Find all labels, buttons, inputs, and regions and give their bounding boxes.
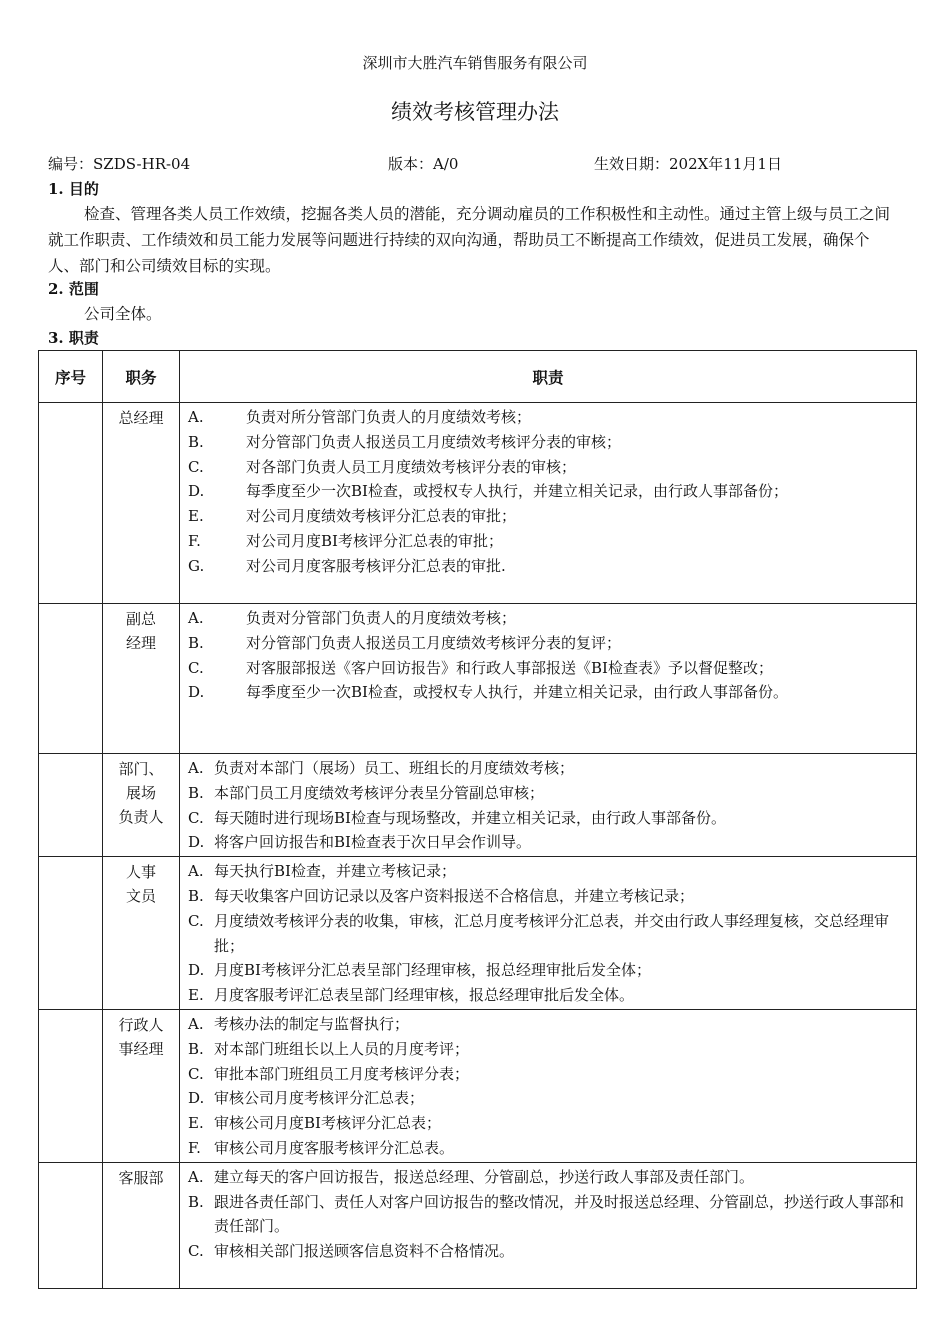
item-text: 建立每天的客户回访报告，报送总经理、分管副总，抄送行政人事部及责任部门。 xyxy=(214,1167,755,1186)
role-label: 人事 文员 xyxy=(125,863,156,906)
item-label: F. xyxy=(188,1138,201,1157)
table-row xyxy=(39,1009,917,1162)
role-label: 行政人 事经理 xyxy=(118,1015,164,1058)
column-header-duty: 职责 xyxy=(180,351,917,403)
column-header-role: 职务 xyxy=(103,351,180,403)
item-text: 每季度至少一次BI检查，或授权专人执行，并建立相关记录，由行政人事部备份。 xyxy=(246,683,788,702)
item-label: D. xyxy=(188,961,205,980)
role-cell xyxy=(103,1009,180,1162)
list-item xyxy=(188,1190,908,1240)
table-header-row xyxy=(39,351,917,403)
row-number-cell xyxy=(39,1162,103,1288)
item-text: 审核公司月度客服考核评分汇总表。 xyxy=(214,1138,455,1157)
role-label: 部门、 展场 负责人 xyxy=(118,760,164,826)
company-name: 深圳市大胜汽车销售服务有限公司 xyxy=(362,54,588,72)
list-item xyxy=(188,958,908,983)
item-label: E. xyxy=(188,986,204,1005)
table-row xyxy=(39,1162,917,1288)
list-item xyxy=(188,405,908,430)
item-label: B. xyxy=(188,633,204,652)
item-label: B. xyxy=(188,886,204,905)
item-text: 每天随时进行现场BI检查与现场整改，并建立相关记录，由行政人事部备份。 xyxy=(214,808,726,827)
list-item xyxy=(188,1165,908,1190)
item-text: 本部门员工月度绩效考核评分表呈分管副总审核； xyxy=(214,783,545,802)
item-text: 对客服部报送《客户回访报告》和行政人事部报送《BI检查表》予以督促整改； xyxy=(246,658,773,677)
row-number-cell xyxy=(39,403,103,604)
item-label: B. xyxy=(188,1039,204,1058)
list-item xyxy=(188,1062,908,1087)
document-meta xyxy=(48,153,908,175)
item-label: C. xyxy=(188,1242,204,1261)
list-item xyxy=(188,1086,908,1111)
document-title: 绩效考核管理办法 xyxy=(391,100,559,124)
list-item xyxy=(188,1012,908,1037)
row-number-cell xyxy=(39,1009,103,1162)
item-text: 负责对本部门（展场）员工、班组长的月度绩效考核； xyxy=(214,759,575,777)
role-label: 副总 经理 xyxy=(125,610,156,652)
role-cell xyxy=(103,403,180,604)
list-item xyxy=(188,909,908,959)
role-cell xyxy=(103,857,180,1010)
item-label: E. xyxy=(188,1114,204,1133)
doc-version: 版本：A/0 xyxy=(388,155,459,173)
list-item xyxy=(188,455,908,480)
list-item xyxy=(188,830,908,855)
role-cell xyxy=(103,604,180,754)
role-cell xyxy=(103,754,180,857)
item-text: 审批本部门班组员工月度考核评分表； xyxy=(214,1064,470,1083)
list-item xyxy=(188,1111,908,1136)
item-text: 对公司月度BI考核评分汇总表的审批； xyxy=(246,531,503,550)
row-number-cell xyxy=(39,754,103,857)
item-label: A. xyxy=(188,759,204,777)
item-text: 对公司月度绩效考核评分汇总表的审批； xyxy=(246,507,517,526)
role-label: 总经理 xyxy=(118,409,164,427)
list-item xyxy=(188,529,908,554)
item-text: 负责对所分管部门负责人的月度绩效考核； xyxy=(246,408,532,426)
item-text: 负责对分管部门负责人的月度绩效考核； xyxy=(246,609,517,627)
duty-items-cell xyxy=(180,604,917,754)
item-label: B. xyxy=(188,1192,204,1211)
list-item xyxy=(188,983,908,1008)
list-item xyxy=(188,859,908,884)
item-label: C. xyxy=(188,457,204,476)
item-label: C. xyxy=(188,658,204,677)
item-label: E. xyxy=(188,507,204,526)
purpose-text: 检查、管理各类人员工作效绩，挖掘各类人员的潜能，充分调动雇员的工作积极性和主动性。通过主管上级与员工之间就工作职责、工作绩效和员工能力发展等问题进行持续的双向沟通，帮助员工不断提高工作绩效，促进员工发展，确保个人、部门和公司绩效目标的实现。 xyxy=(48,205,891,275)
item-text: 月度客服考评汇总表呈部门经理审核，报总经理审批后发全体。 xyxy=(214,986,635,1005)
item-label: F. xyxy=(188,531,201,550)
list-item xyxy=(188,554,908,579)
item-label: C. xyxy=(188,1064,204,1083)
purpose-heading: 1. 目的 xyxy=(48,180,99,198)
duty-items-cell xyxy=(180,403,917,604)
list-item xyxy=(188,884,908,909)
role-cell xyxy=(103,1162,180,1288)
item-text: 月度绩效考核评分表的收集，审核，汇总月度考核评分汇总表，并交由行政人事经理复核，交总经理审批； xyxy=(214,911,890,955)
item-text: 对分管部门负责人报送员工月度绩效考核评分表的审核； xyxy=(246,432,622,451)
item-text: 每天执行BI检查，并建立考核记录； xyxy=(214,862,456,881)
item-text: 对公司月度客服考核评分汇总表的审批. xyxy=(246,556,506,575)
item-label: A. xyxy=(188,1014,204,1033)
list-item xyxy=(188,656,908,681)
list-item xyxy=(188,430,908,455)
item-text: 月度BI考核评分汇总表呈部门经理审核，报总经理审批后发全体； xyxy=(214,961,651,980)
item-label: A. xyxy=(188,862,204,881)
list-item xyxy=(188,781,908,806)
item-text: 对分管部门负责人报送员工月度绩效考核评分表的复评； xyxy=(246,633,622,652)
item-label: D. xyxy=(188,683,205,702)
item-text: 对本部门班组长以上人员的月度考评； xyxy=(214,1039,470,1058)
duties-heading: 3. 职责 xyxy=(48,329,99,347)
item-label: D. xyxy=(188,833,205,852)
item-label: A. xyxy=(188,1167,204,1186)
list-item xyxy=(188,680,908,705)
table-row xyxy=(39,754,917,857)
list-item xyxy=(188,504,908,529)
item-text: 对各部门负责人员工月度绩效考核评分表的审核； xyxy=(246,457,577,476)
list-item xyxy=(188,756,908,781)
duty-items-cell xyxy=(180,857,917,1010)
duty-items-cell xyxy=(180,754,917,857)
list-item xyxy=(188,1037,908,1062)
item-label: B. xyxy=(188,783,204,802)
item-label: D. xyxy=(188,1089,205,1108)
duties-table-body xyxy=(39,403,917,1289)
column-header-no: 序号 xyxy=(39,351,103,403)
item-text: 将客户回访报告和BI检查表于次日早会作训导。 xyxy=(214,833,531,852)
list-item xyxy=(188,1239,908,1264)
scope-text: 公司全体。 xyxy=(84,305,162,323)
item-text: 考核办法的制定与监督执行； xyxy=(214,1014,410,1033)
duty-items-cell xyxy=(180,1162,917,1288)
scope-heading: 2. 范围 xyxy=(48,280,99,298)
item-label: C. xyxy=(188,911,204,930)
item-text: 跟进各责任部门、责任人对客户回访报告的整改情况，并及时报送总经理、分管副总，抄送行政人事部和责任部门。 xyxy=(214,1192,905,1236)
item-text: 审核相关部门报送顾客信息资料不合格情况。 xyxy=(214,1242,515,1261)
list-item xyxy=(188,606,908,631)
row-number-cell xyxy=(39,604,103,754)
item-label: C. xyxy=(188,808,204,827)
table-row xyxy=(39,403,917,604)
list-item xyxy=(188,631,908,656)
item-label: A. xyxy=(188,408,204,426)
item-label: A. xyxy=(188,609,204,627)
list-item xyxy=(188,1136,908,1161)
item-label: B. xyxy=(188,432,204,451)
list-item xyxy=(188,806,908,831)
table-row xyxy=(39,604,917,754)
row-number-cell xyxy=(39,857,103,1010)
item-text: 每季度至少一次BI检查，或授权专人执行，并建立相关记录，由行政人事部备份； xyxy=(246,482,788,501)
item-label: G. xyxy=(188,556,205,575)
role-label: 客服部 xyxy=(118,1168,164,1187)
duties-table xyxy=(38,350,917,1289)
item-text: 每天收集客户回访记录以及客户资料报送不合格信息，并建立考核记录； xyxy=(214,886,695,905)
item-label: D. xyxy=(188,482,205,501)
item-text: 审核公司月度BI考核评分汇总表； xyxy=(214,1114,441,1133)
doc-number: 编号：SZDS-HR-04 xyxy=(48,155,191,173)
item-text: 审核公司月度考核评分汇总表； xyxy=(214,1089,425,1108)
list-item xyxy=(188,479,908,504)
effective-date: 生效日期：202X年11月1日 xyxy=(594,155,782,173)
duty-items-cell xyxy=(180,1009,917,1162)
table-row xyxy=(39,857,917,1010)
